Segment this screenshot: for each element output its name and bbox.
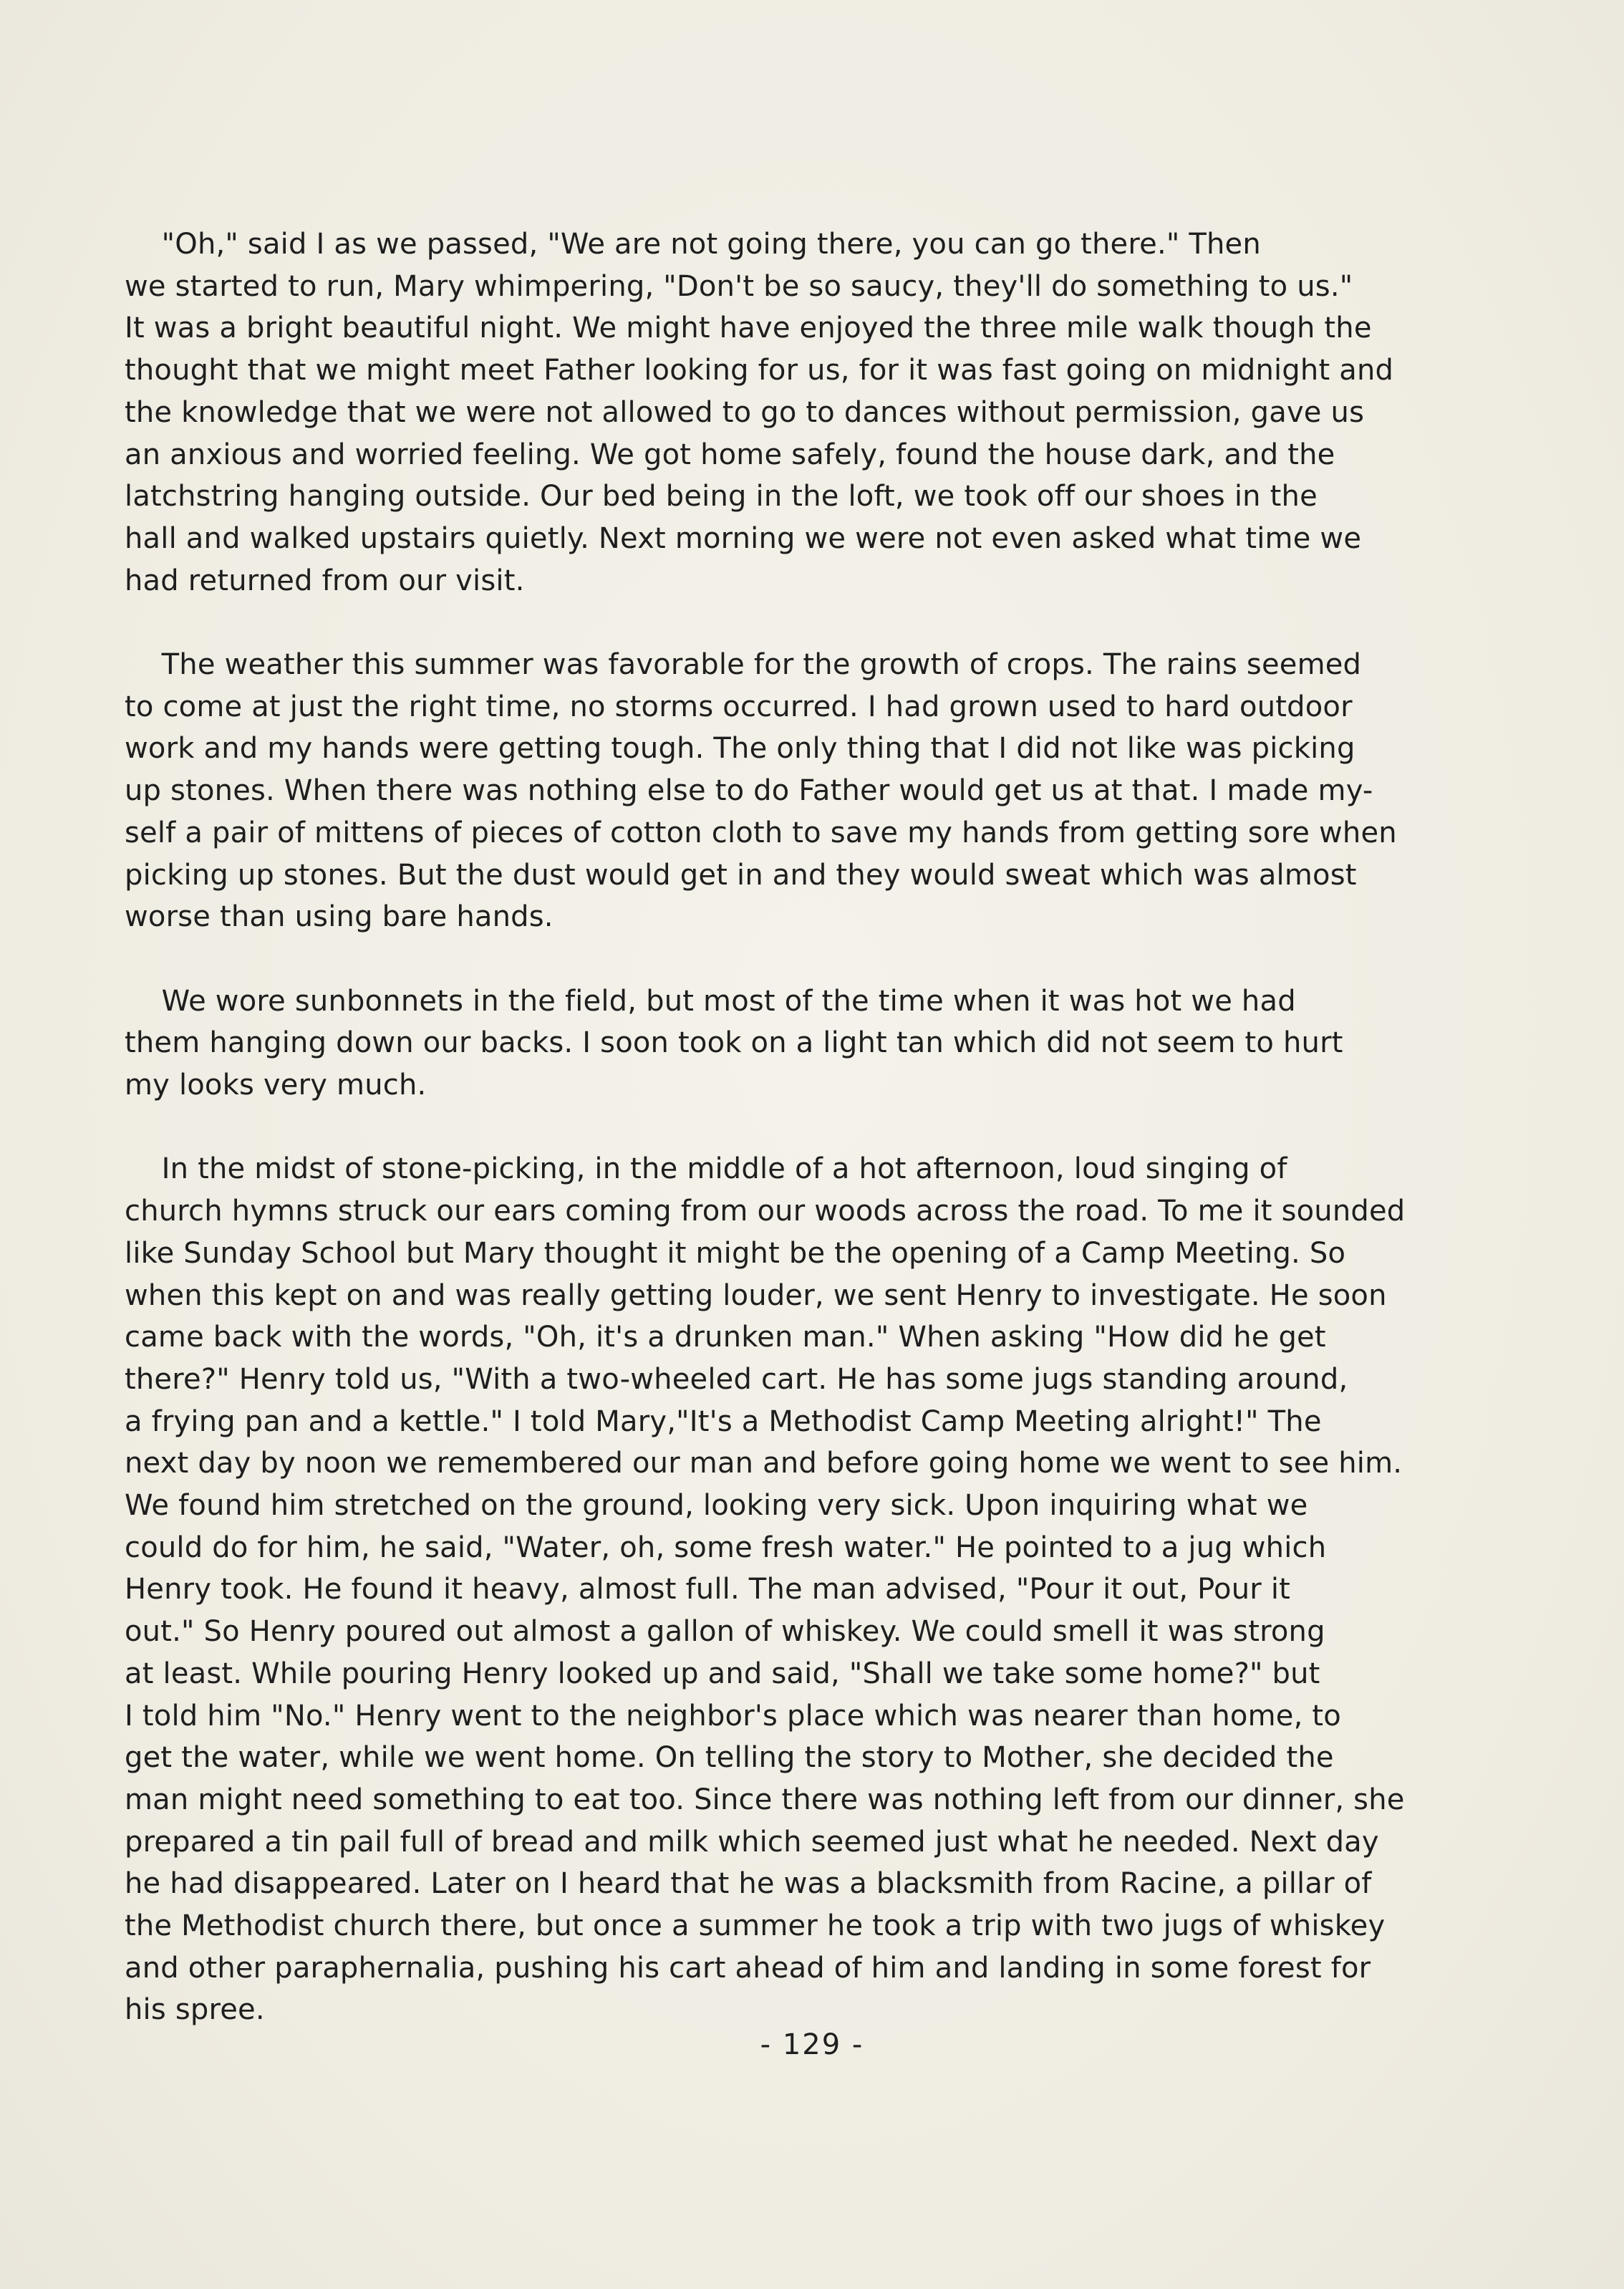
paragraph-2 [125, 644, 1503, 938]
text-line: a frying pan and a kettle." I told Mary,"It's a Methodist Camp Meeting alright!" The [125, 1404, 1322, 1438]
text-line: at least. While pouring Henry looked up and said, "Shall we take some home?" but [125, 1657, 1320, 1690]
text-line: and other paraphernalia, pushing his cart ahead of him and landing in some forest for [125, 1951, 1371, 1985]
text-line: latchstring hanging outside. Our bed being in the loft, we took off our shoes in the [125, 480, 1318, 514]
text-line: We wore sunbonnets in the field, but most of the time when it was hot we had [125, 984, 1296, 1018]
text-line: picking up stones. But the dust would get in and they would sweat which was almost [125, 858, 1357, 892]
body-text [125, 223, 1503, 2031]
text-line: the knowledge that we were not allowed to go to dances without permission, gave us [125, 395, 1365, 429]
paragraph-3 [125, 980, 1503, 1107]
text-line: We found him stretched on the ground, looking very sick. Upon inquiring what we [125, 1489, 1308, 1523]
paragraph-1 [125, 223, 1503, 602]
text-line: we started to run, Mary whimpering, "Don't be so saucy, they'll do something to us." [125, 269, 1353, 303]
text-line: out." So Henry poured out almost a gallon of whiskey. We could smell it was strong [125, 1615, 1325, 1649]
text-line: like Sunday School but Mary thought it might be the opening of a Camp Meeting. So [125, 1236, 1346, 1270]
text-line: came back with the words, "Oh, it's a drunken man." When asking "How did he get [125, 1321, 1326, 1354]
text-line: the Methodist church there, but once a summer he took a trip with two jugs of whiskey [125, 1909, 1386, 1943]
text-line: them hanging down our backs. I soon took on a light tan which did not seem to hurt [125, 1026, 1343, 1060]
text-line: hall and walked upstairs quietly. Next morning we were not even asked what time we [125, 521, 1362, 555]
text-line: when this kept on and was really getting louder, we sent Henry to investigate. He soon [125, 1278, 1387, 1312]
text-line: he had disappeared. Later on I heard that he was a blacksmith from Racine, a pillar of [125, 1867, 1372, 1901]
text-line: there?" Henry told us, "With a two-wheeled cart. He has some jugs standing around, [125, 1362, 1348, 1396]
text-line: an anxious and worried feeling. We got home safely, found the house dark, and the [125, 438, 1335, 471]
text-line: get the water, while we went home. On telling the story to Mother, she decided the [125, 1741, 1334, 1775]
text-line: up stones. When there was nothing else to do Father would get us at that. I made my- [125, 774, 1373, 808]
text-line: to come at just the right time, no storms occurred. I had grown used to hard outdoor [125, 690, 1353, 723]
text-line: It was a bright beautiful night. We might have enjoyed the three mile walk though the [125, 312, 1372, 345]
text-line: next day by noon we remembered our man and before going home we went to see him. [125, 1447, 1403, 1480]
text-line: had returned from our visit. [125, 564, 525, 597]
text-line: "Oh," said I as we passed, "We are not going there, you can go there." Then [125, 228, 1261, 261]
text-line: church hymns struck our ears coming from our woods across the road. To me it sounded [125, 1195, 1406, 1228]
text-line: Henry took. He found it heavy, almost full. The man advised, "Pour it out, Pour it [125, 1573, 1291, 1606]
text-line: man might need something to eat too. Since there was nothing left from our dinner, she [125, 1783, 1405, 1816]
text-line: his spree. [125, 1993, 265, 2027]
page-number: - 129 - [760, 2028, 864, 2061]
text-line: my looks very much. [125, 1069, 427, 1102]
text-line: The weather this summer was favorable for the growth of crops. The rains seemed [125, 648, 1362, 682]
text-line: I told him "No." Henry went to the neighbor's place which was nearer than home, to [125, 1699, 1341, 1733]
text-line: self a pair of mittens of pieces of cotton cloth to save my hands from getting sore when [125, 816, 1397, 849]
text-line: thought that we might meet Father looking for us, for it was fast going on midnight and [125, 354, 1394, 387]
paragraph-4 [125, 1148, 1503, 2031]
text-line: In the midst of stone-picking, in the middle of a hot afternoon, loud singing of [125, 1152, 1287, 1186]
text-line: could do for him, he said, "Water, oh, some fresh water." He pointed to a jug which [125, 1531, 1327, 1564]
text-line: worse than using bare hands. [125, 900, 554, 934]
text-line: prepared a tin pail full of bread and milk which seemed just what he needed. Next day [125, 1825, 1379, 1859]
text-line: work and my hands were getting tough. The only thing that I did not like was picking [125, 732, 1355, 766]
